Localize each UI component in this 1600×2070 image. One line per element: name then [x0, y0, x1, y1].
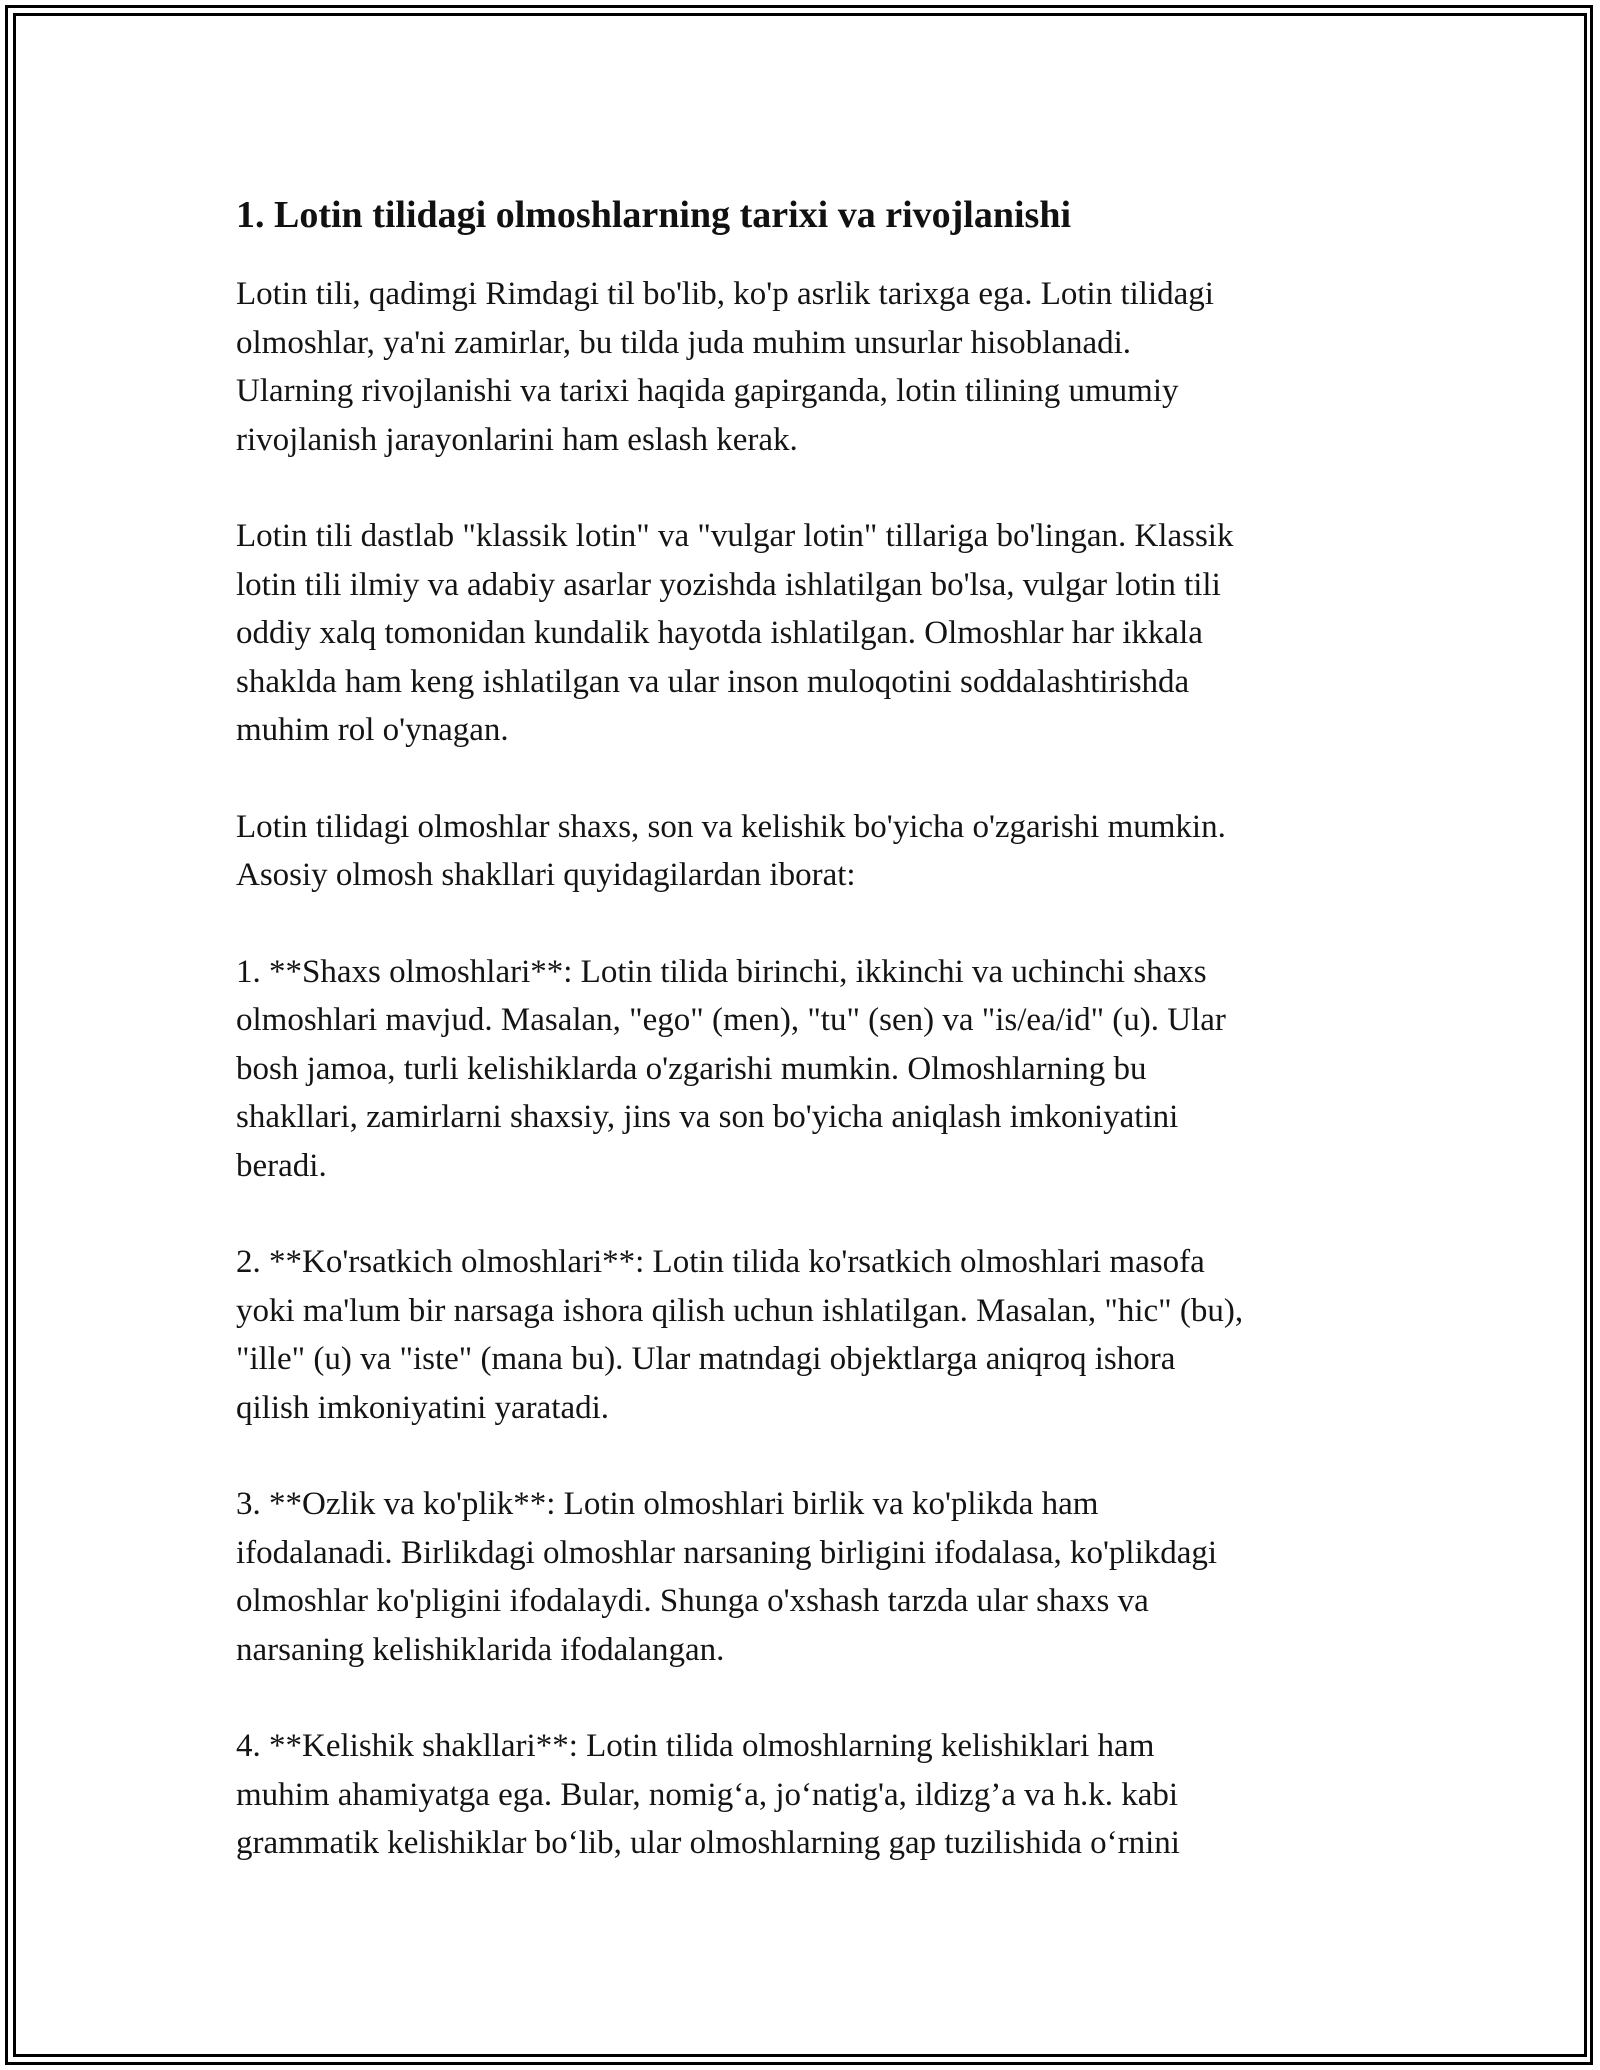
paragraph-intro: Lotin tili, qadimgi Rimdagi til bo'lib, ko'p asrlik tarixga ega. Lotin tilidagi olmoshlar, ya'ni zamirlar, bu tilda juda muhim unsurlar hisoblanadi. Ularning rivojlanishi va tarixi haqida gapirganda, lotin tilining umumiy rivojlanish jarayonlarini ham eslash kerak. — [236, 276, 1214, 458]
paragraph-classical-vulgar: Lotin tili dastlab "klassik lotin" va "vulgar lotin" tillariga bo'lingan. Klassik lotin tili ilmiy va adabiy asarlar yozishda ishlatilgan bo'lsa, vulgar lotin tili oddiy xalq tomonidan kundalik hayotda ishlatilgan. Olmoshlar har ikkala shaklda ham keng ishlatilgan va ular inson muloqotini soddalashtirishda muhim rol o'ynagan. — [236, 518, 1234, 748]
list-item-case-forms: 4. **Kelishik shakllari**: Lotin tilida olmoshlarning kelishiklari ham muhim ahamiyatga ega. Bular, nomig‘a, jo‘natig'a, ildizg’a va h.k. kabi grammatik kelishiklar bo‘lib, ular olmoshlarning gap tuzilishida o‘rnini — [236, 1728, 1180, 1861]
paragraph-forms-intro: Lotin tilidagi olmoshlar shaxs, son va kelishik bo'yicha o'zgarishi mumkin. Asosiy olmosh shakllari quyidagilardan iborat: — [236, 808, 1226, 893]
list-item-personal-pronouns: 1. **Shaxs olmoshlari**: Lotin tilida birinchi, ikkinchi va uchinchi shaxs olmoshlari mavjud. Masalan, "ego" (men), "tu" (sen) va "is/ea/id" (u). Ular bosh jamoa, turli kelishiklarda o'zgarishi mumkin. Olmoshlarning bu shakllari, zamirlarni shaxsiy, jins va son bo'yicha aniqlash imkoniyatini beradi. — [236, 953, 1226, 1184]
list-item-demonstrative-pronouns: 2. **Ko'rsatkich olmoshlari**: Lotin tilida ko'rsatkich olmoshlari masofa yoki ma'lum bir narsaga ishora qilish uchun ishlatilgan. Masalan, "hic" (bu), "ille" (u) va "iste" (mana bu). Ular matndagi objektlarga aniqroq ishora qilish imkoniyatini yaratadi. — [236, 1244, 1244, 1426]
section-heading: 1. Lotin tilidagi olmoshlarning tarixi va rivojlanishi — [236, 194, 1072, 236]
document-body — [236, 188, 1376, 1868]
list-item-singular-plural: 3. **Ozlik va ko'plik**: Lotin olmoshlari birlik va ko'plikda ham ifodalanadi. Birlikdagi olmoshlar narsaning birligini ifodalasa, ko'plikdagi olmoshlar ko'pligini ifodalaydi. Shunga o'xshash tarzda ular shaxs va narsaning kelishiklarida ifodalangan. — [236, 1486, 1218, 1668]
